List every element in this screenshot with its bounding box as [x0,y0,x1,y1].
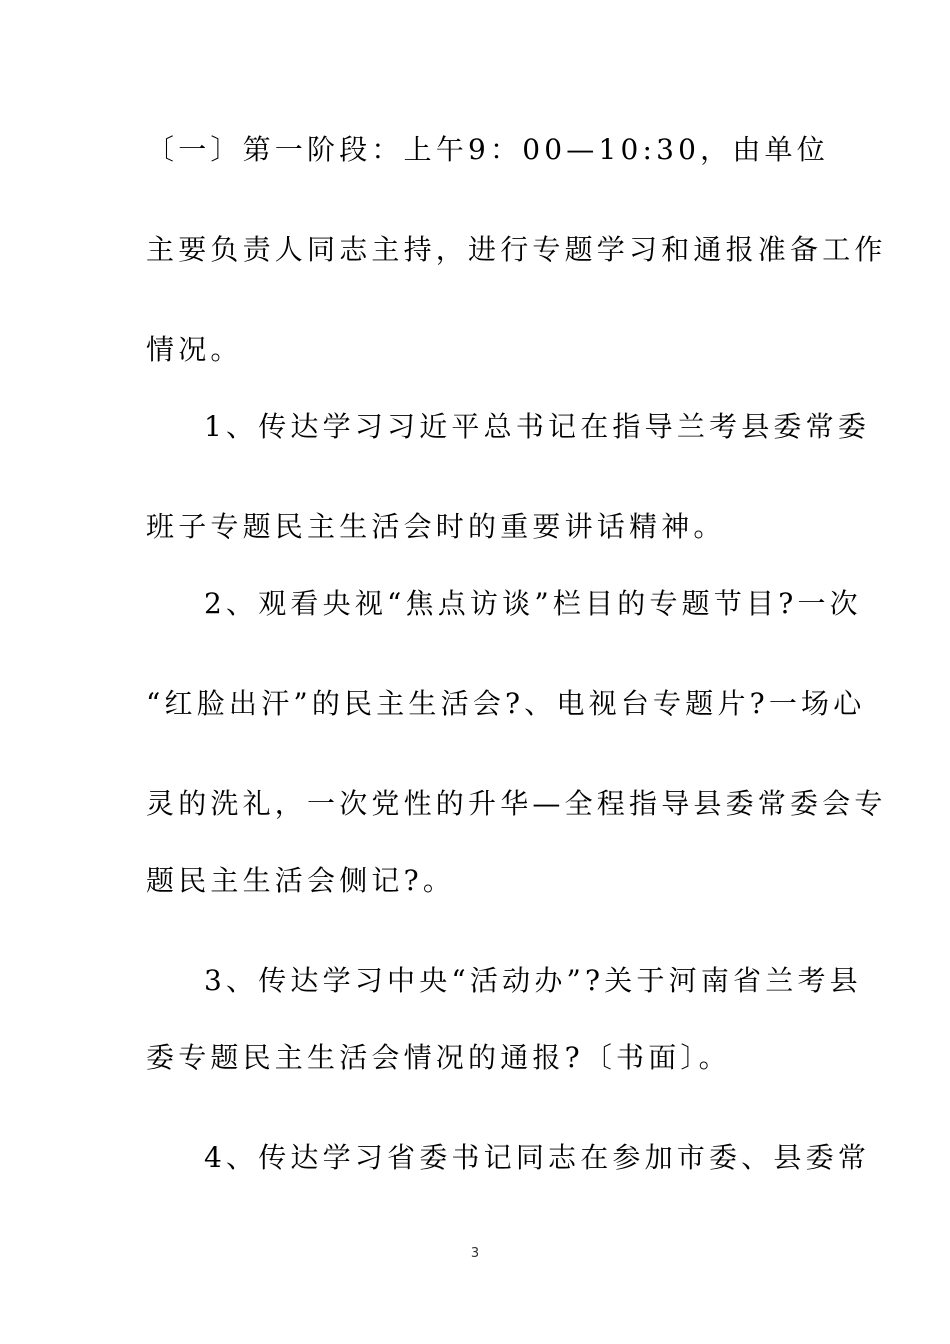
paragraph-2-line-2: 班子专题民主生活会时的重要讲话精神。 [146,510,726,543]
paragraph-4-line-2: 委专题民主生活会情况的通报?〔书面〕。 [146,1041,731,1074]
paragraph-3-line-4: 题民主生活会侧记?。 [146,864,456,897]
paragraph-2-line-1: 1、传达学习习近平总书记在指导兰考县委常委 [204,410,871,443]
paragraph-1-line-1: 〔一〕第一阶段：上午9：00—10:30，由单位 [146,133,829,166]
paragraph-1-line-2: 主要负责人同志主持，进行专题学习和通报准备工作 [146,233,887,266]
paragraph-4-line-1: 3、传达学习中央“活动办”?关于河南省兰考县 [204,964,862,997]
page-number: 3 [470,1246,480,1261]
paragraph-5-line-1: 4、传达学习省委书记同志在参加市委、县委常 [204,1141,871,1174]
paragraph-3-line-3: 灵的洗礼，一次党性的升华—全程指导县委常委会专 [146,787,887,820]
paragraph-3-line-2: “红脸出汗”的民主生活会?、电视台专题片?一场心 [146,687,866,720]
paragraph-3-line-1: 2、观看央视“焦点访谈”栏目的专题节目?一次 [204,587,862,620]
paragraph-1-line-3: 情况。 [146,333,243,366]
